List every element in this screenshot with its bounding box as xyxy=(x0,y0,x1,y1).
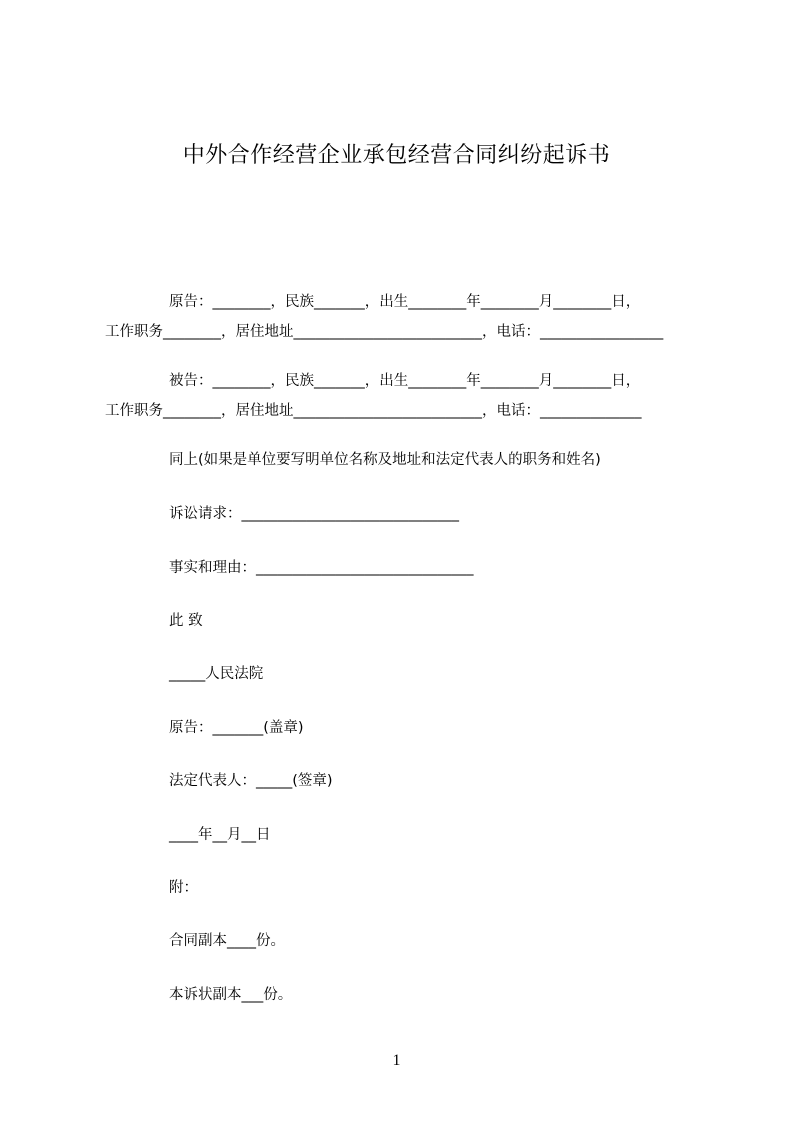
document-title: 中外合作经营企业承包经营合同纠纷起诉书 xyxy=(182,143,611,168)
legal-representative-signature: 法定代表人：_____(签章) xyxy=(169,773,333,789)
defendant-info-line2: 工作职务________，居住地址__________________________，电话：______________ xyxy=(105,403,642,419)
salutation: 此 致 xyxy=(169,613,203,629)
plaintiff-info-line1: 原告：________，民族_______，出生________年________月________日， xyxy=(169,294,641,310)
court-name: _____人民法院 xyxy=(169,666,264,682)
defendant-info xyxy=(105,366,705,426)
facts-and-reasons: 事实和理由：______________________________ xyxy=(169,560,474,576)
complaint-copies: 本诉状副本___份。 xyxy=(169,987,293,1003)
page-number: 1 xyxy=(392,1052,401,1069)
plaintiff-info xyxy=(105,287,705,347)
plaintiff-info-line2: 工作职务________，居住地址__________________________，电话：_________________ xyxy=(105,324,664,340)
contract-copies: 合同副本____份。 xyxy=(169,933,285,949)
same-as-above-note: 同上(如果是单位要写明单位名称及地址和法定代表人的职务和姓名) xyxy=(169,452,601,468)
attachments-label: 附： xyxy=(169,880,198,896)
defendant-info-line1: 被告：________，民族_______，出生________年________月________日， xyxy=(169,373,641,389)
litigation-claims: 诉讼请求：______________________________ xyxy=(169,506,459,522)
plaintiff-seal: 原告：_______(盖章) xyxy=(169,720,304,736)
date-line: ____年__月__日 xyxy=(169,827,271,843)
